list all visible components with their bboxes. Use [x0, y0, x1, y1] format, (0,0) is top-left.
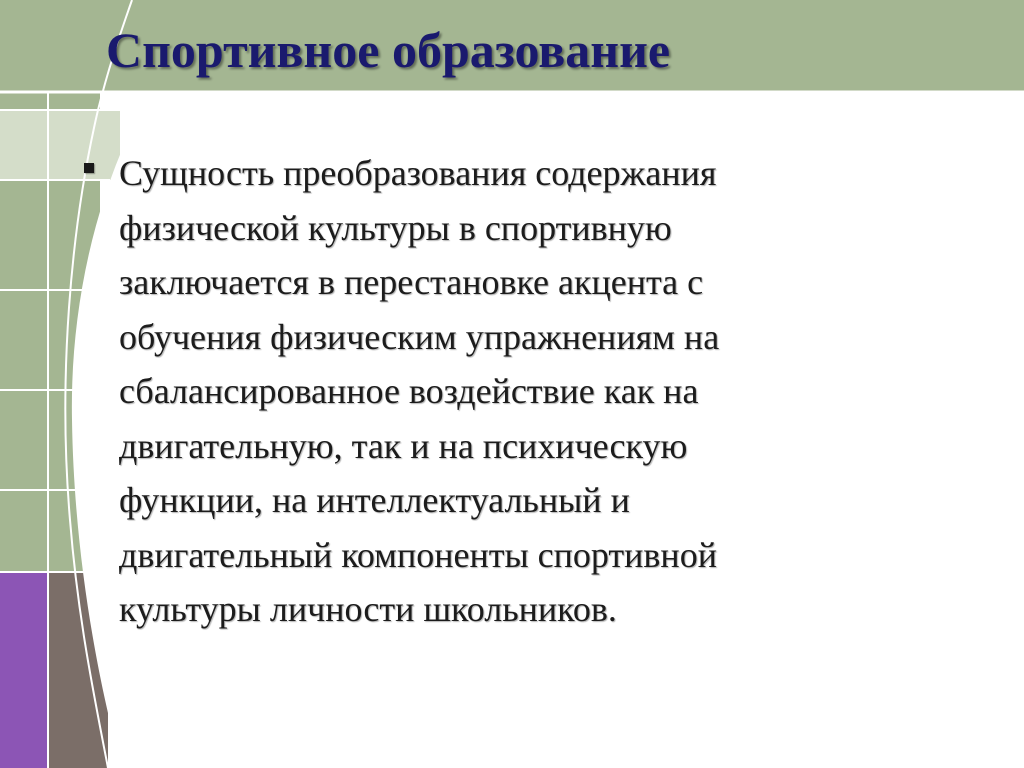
bullet-line: сбалансированное воздействие как на	[119, 371, 699, 411]
bullet-item	[82, 146, 882, 637]
bullet-line: обучения физическим упражнениям на	[119, 316, 720, 357]
square-bullet-icon	[84, 163, 94, 173]
bullet-line: двигательную, так и на психическую	[119, 425, 688, 466]
bullet-line: физической культуры в спортивную	[119, 207, 672, 248]
bullet-line: Сущность преобразования содержания	[119, 153, 717, 193]
bullet-line: заключается в перестановке акцента с	[119, 262, 704, 302]
bullet-text	[119, 146, 882, 637]
purple-block	[0, 572, 48, 768]
bullet-line: двигательный компоненты спортивной	[119, 534, 717, 575]
bullet-line: функции, на интеллектуальный и	[119, 480, 630, 520]
slide-title: Спортивное образование	[106, 22, 671, 78]
bullet-line: культуры личности школьников.	[119, 589, 617, 629]
